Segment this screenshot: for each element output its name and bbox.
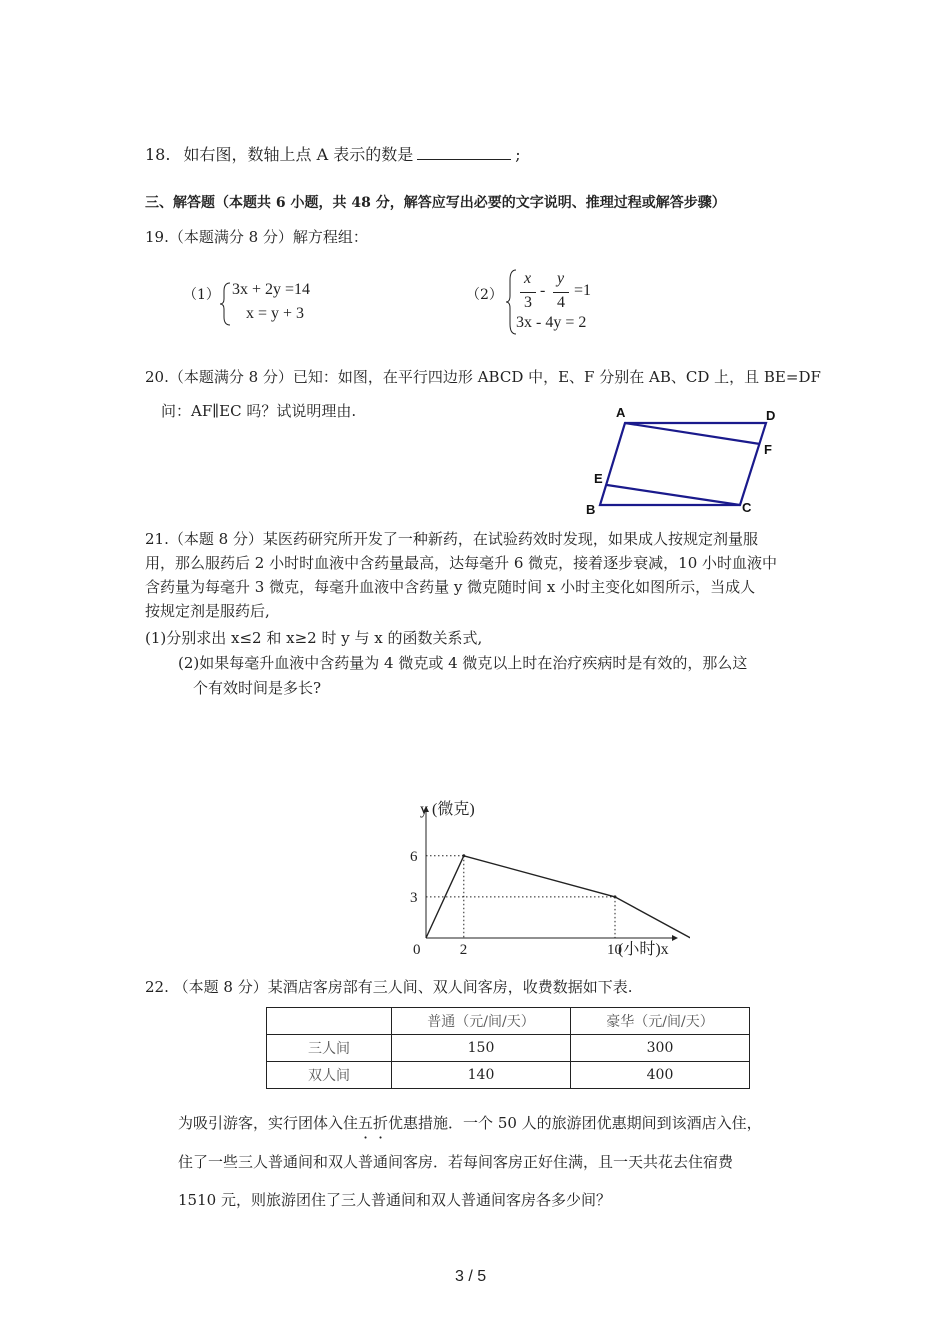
- q19-part2-eq2: 3x - 4y = 2: [516, 314, 587, 331]
- q19-part1-eq1: 3x + 2y =14: [232, 281, 311, 298]
- q21-sub-2b: 个有效时间是多长?: [193, 679, 322, 697]
- q19-part2-frac-x-num: x: [524, 270, 532, 287]
- data-point: [614, 895, 617, 898]
- q22-paragraph-line-2: 住了一些三人普通间和双人普通间客房．若每间客房正好住满，且一天共花去住宿费: [178, 1153, 734, 1171]
- table-cell: 双人间: [267, 1062, 392, 1089]
- q21-line-2: 用，那么服药后 2 小时时血液中含药量最高，达每毫升 6 微克，接着逐步衰减，10 小时血液中: [145, 554, 778, 572]
- q19-part2-rhs: =1: [574, 282, 592, 299]
- data-point: [462, 854, 465, 857]
- x-tick-label: 10: [607, 942, 622, 958]
- table-header-cell: 普通（元/间/天）: [392, 1008, 571, 1035]
- dose-time-chart: [410, 796, 690, 960]
- q19-part1-brace: [220, 281, 232, 327]
- q22-para-l1-b: 优惠措施．一个 50 人的旅游团优惠期间到该酒店入住，: [388, 1114, 762, 1132]
- q21-line-4: 按规定剂是服药后,: [145, 602, 270, 620]
- y-tick-label: 3: [410, 889, 418, 906]
- parallelogram-abcd: [600, 423, 766, 505]
- q18-text: 如右图，数轴上点 A 表示的数是: [183, 145, 414, 164]
- label-a: A: [616, 405, 626, 420]
- q19-part1-label: （1）: [183, 287, 220, 303]
- q19-part2-frac-y-den: 4: [557, 294, 565, 311]
- q19-part2-frac-x-bar: [520, 292, 536, 293]
- table-cell: 140: [392, 1062, 571, 1089]
- q19-part2-frac-y-num: y: [557, 270, 565, 287]
- q19-part2-label: （2）: [466, 287, 503, 303]
- y-axis-label: y (微克): [420, 801, 475, 818]
- label-e: E: [594, 471, 603, 486]
- x-axis-label: (小时)x: [618, 941, 669, 958]
- q19-part2-frac-y-bar: [553, 292, 569, 293]
- segment-ec: [607, 485, 740, 505]
- page-number: 3 / 5: [455, 1268, 487, 1285]
- q22-heading: 22. （本题 8 分）某酒店客房部有三人间、双人间客房，收费数据如下表.: [145, 978, 633, 996]
- label-d: D: [766, 408, 776, 423]
- label-c: C: [742, 500, 752, 515]
- table-row: [267, 1062, 750, 1089]
- y-tick-label: 6: [410, 848, 418, 865]
- x-tick-label: 0: [413, 942, 421, 958]
- x-axis-arrow: [672, 935, 678, 941]
- q22-emphasis-wu: 五: [358, 1114, 374, 1132]
- q19-part2-frac-x-den: 3: [524, 294, 532, 311]
- label-f: F: [764, 442, 772, 457]
- q20-question: 问：AF∥EC 吗？试说明理由.: [161, 402, 357, 420]
- q18: [145, 142, 521, 165]
- q18-answer-blank: [417, 145, 511, 160]
- table-cell: 150: [392, 1035, 571, 1062]
- section-3-heading: 三、解答题（本题共 6 小题，共 48 分，解答应写出必要的文字说明、推理过程或解答步骤）: [145, 195, 726, 211]
- q22-paragraph-line-3: 1510 元，则旅游团住了三人普通间和双人普通间客房各多少间？: [178, 1191, 611, 1209]
- q21-line-3: 含药量为每毫升 3 微克，每毫升血液中含药量 y 微克随时间 x 小时主变化如图所示，当成人: [145, 578, 756, 596]
- table-cell: 400: [571, 1062, 750, 1089]
- table-header-row: [267, 1008, 750, 1035]
- q22-paragraph-line-1: [178, 1112, 762, 1133]
- parallelogram-figure: [580, 402, 780, 518]
- segment-af: [625, 423, 760, 444]
- q19-heading: 19.（本题满分 8 分）解方程组：: [145, 228, 368, 246]
- q22-emphasis-zhe: 折: [373, 1114, 389, 1132]
- q20-heading: 20.（本题满分 8 分）已知：如图，在平行四边形 ABCD 中，E、F 分别在 AB、CD 上，且 BE=DF: [145, 368, 821, 386]
- label-b: B: [586, 502, 596, 517]
- table-cell: 300: [571, 1035, 750, 1062]
- table-header-cell: [267, 1008, 392, 1035]
- table-header-cell: 豪华（元/间/天）: [571, 1008, 750, 1035]
- q18-number: 18.: [145, 145, 171, 164]
- table-cell: 三人间: [267, 1035, 392, 1062]
- q21-sub-1: (1)分别求出 x≤2 和 x≥2 时 y 与 x 的函数关系式,: [145, 629, 483, 647]
- q19-part1-eq2: x = y + 3: [246, 305, 305, 322]
- q18-end: ;: [515, 145, 521, 164]
- q19-part2-minus: -: [540, 282, 546, 299]
- x-tick-label: 2: [459, 942, 468, 958]
- q21-line-1: 21.（本题 8 分）某医药研究所开发了一种新药，在试验药效时发现，如果成人按规定剂量服: [145, 530, 758, 548]
- q22-para-l1-a: 为吸引游客，实行团体入住: [178, 1114, 359, 1132]
- table-row: [267, 1035, 750, 1062]
- room-fee-table: [266, 1007, 750, 1089]
- q21-sub-2a: (2)如果每毫升血液中含药量为 4 微克或 4 微克以上时在治疗疾病时是有效的，那么这: [178, 654, 748, 672]
